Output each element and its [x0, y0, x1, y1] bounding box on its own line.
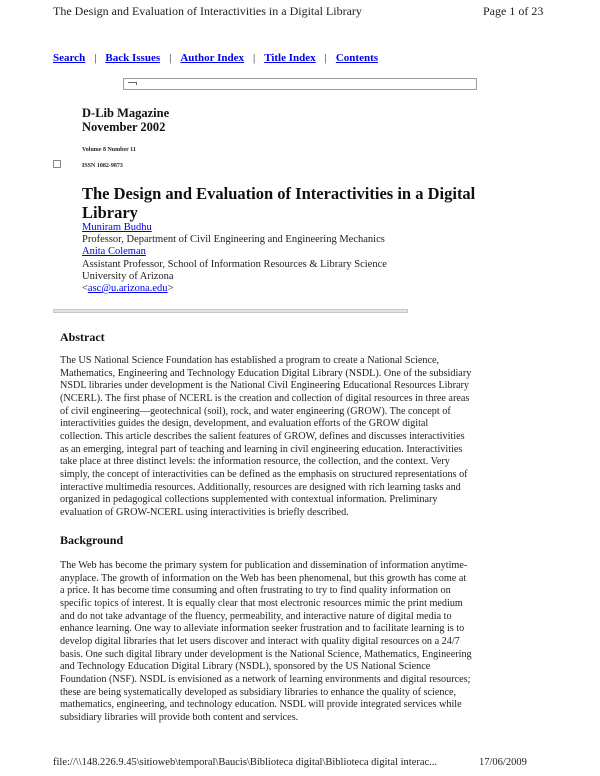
nav-link-title-index[interactable]: Title Index [264, 52, 316, 64]
volume-number: Volume 8 Number 11 [82, 147, 136, 153]
masthead [82, 106, 169, 134]
email-link[interactable]: asc@u.arizona.edu [87, 283, 168, 295]
print-footer-path: file://\\148.226.9.45\sitioweb\temporal\Baucis\Biblioteca digital\Biblioteca digital interac... [53, 757, 438, 768]
print-footer-date: 17/06/2009 [479, 757, 527, 768]
author-affiliation: Assistant Professor, School of Information Resources & Library Science [82, 258, 387, 270]
banner-image-placeholder [123, 78, 477, 90]
broken-image-icon [128, 82, 137, 85]
section-heading-abstract: Abstract [60, 330, 105, 344]
institution: University of Arizona [82, 270, 174, 282]
magazine-name: D-Lib Magazine [82, 106, 170, 120]
horizontal-divider [53, 309, 408, 313]
author-link-coleman[interactable]: Anita Coleman [82, 246, 146, 258]
article-title-line: The Design and Evaluation of Interactivities in a Digital [82, 184, 476, 203]
background-paragraph: The Web has become the primary system for publication and dissemination of information anytime- anyplace. The growth of information on the Web has been phenomenal, but this growth has come at a price. It has become time consuming and often frustrating to try to find quality information on specific topics of interest. It is equally clear that most electronic resources mimic the print medium and do not take advantage of the fluency, permeability, and interactive nature of digital media to enhance learning. One way to alleviate information seeker frustration and to facilitate learning is to develop digital libraries that let users discover and interact with quality digital resources on a 24/7 basis. One such digital library under development is the National Science, Mathematics, Engineering and Technology Education Digital Library (NSDL), sponsored by the US National Science Foundation (NSF). NSDL is envisioned as a network of learning environments and digital resources; these are being systematically developed as subsidiary libraries to enhance the quality of science, mathematics, engineering, and technology education. NSDL will provide integrated services while subsidiary libraries will provide both content and services. [60, 560, 472, 723]
nav-link-contents[interactable]: Contents [335, 52, 379, 64]
abstract-paragraph: The US National Science Foundation has established a program to create a National Science, Mathematics, Engineering and Technology Education Digital Library (NSDL). One of the subsidiary NSDL libraries under development is the National Civil Engineering Educational Resources Library (NCERL). The first phase of NCERL is the creation and collection of digital resources in three areas of civil engineering—geotechnical (soil), rock, and water engineering (GROW). The concept of interactivities guides the design, development, and evaluation efforts of the GROW digital collection. This article describes the salient features of GROW, defines and discusses interactivities as an emerging, integral part of teaching and learning in civil engineering education. Interactivities take place at three distinct levels: the information resource, the collection, and the context. Very simply, the concept of interactivities can be defined as the emphasis on structured representations of interactive multimedia resources. Additionally, resources are designed with rich learning tasks and organized in pedagogical collections supplemented with contextual information. Preliminary evaluation of GROW-NCERL using interactivities is briefly described. [60, 355, 472, 518]
article-title [82, 184, 542, 222]
nav-separator: | [94, 52, 97, 64]
page-indicator: Page 1 of 23 [483, 4, 544, 18]
issn: ISSN 1082-9873 [82, 163, 123, 169]
author-block [82, 222, 387, 295]
nav-separator: | [169, 52, 172, 64]
email-line: <asc@u.arizona.edu> [82, 283, 174, 295]
nav-separator: | [253, 52, 256, 64]
nav-link-back-issues[interactable]: Back Issues [105, 52, 161, 64]
top-navigation [53, 52, 378, 64]
author-link-budhu[interactable]: Muniram Budhu [82, 222, 152, 233]
nav-separator: | [324, 52, 327, 64]
nav-link-author-index[interactable]: Author Index [180, 52, 244, 64]
author-affiliation: Professor, Department of Civil Engineering and Engineering Mechanics [82, 234, 385, 246]
issue-date: November 2002 [82, 120, 166, 134]
section-heading-background: Background [60, 533, 124, 547]
image-placeholder-icon [53, 160, 61, 168]
article-title-line: Library [82, 203, 138, 222]
nav-link-search[interactable]: Search [53, 52, 86, 64]
print-header-title: The Design and Evaluation of Interactivities in a Digital Library [53, 4, 362, 18]
